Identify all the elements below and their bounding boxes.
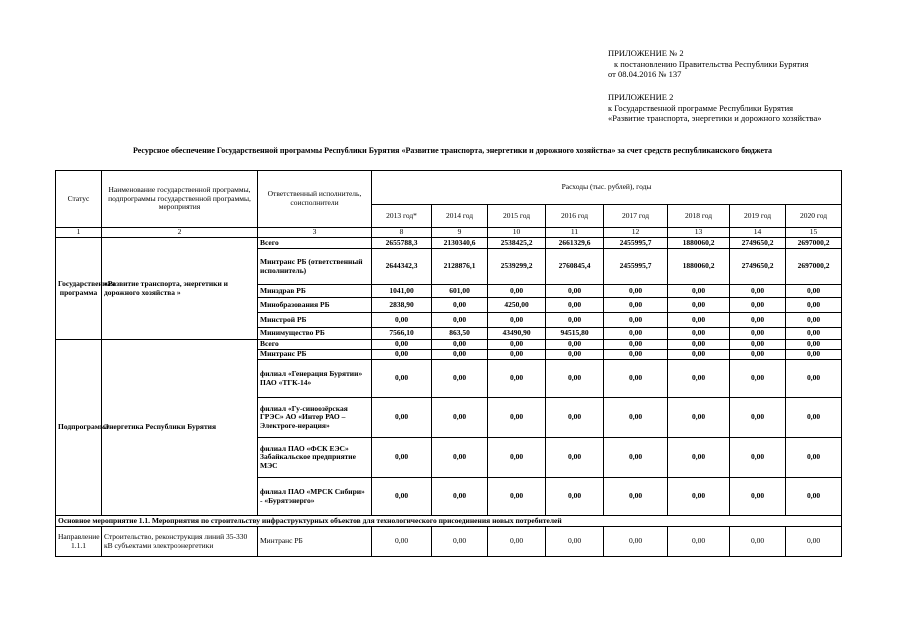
program-value: 1880060,2 bbox=[668, 249, 730, 285]
subprogram-value: 0,00 bbox=[432, 478, 488, 516]
subprogram-value: 0,00 bbox=[432, 360, 488, 398]
column-number: 8 bbox=[372, 228, 432, 238]
appendix-decree-date: от 08.04.2016 № 137 bbox=[608, 69, 682, 79]
subprogram-value: 0,00 bbox=[488, 398, 546, 438]
subprogram-executor: филиал «Генерация Бурятии» ПАО «ТГК-14» bbox=[258, 360, 372, 398]
column-number: 10 bbox=[488, 228, 546, 238]
program-value: 2760845,4 bbox=[546, 249, 604, 285]
subprogram-value: 0,00 bbox=[372, 360, 432, 398]
program-value: 2838,90 bbox=[372, 298, 432, 313]
program-executor: Минобразования РБ bbox=[258, 298, 372, 313]
program-value: 0,00 bbox=[668, 285, 730, 298]
column-number: 3 bbox=[258, 228, 372, 238]
program-value: 0,00 bbox=[730, 298, 786, 313]
document-title: Ресурсное обеспечение Государственной программы Республики Бурятия «Развитие транспорта, энергетики и дорожного хозяйства» за счет средств республиканского бюджета bbox=[132, 146, 773, 155]
column-number: 9 bbox=[432, 228, 488, 238]
program-value: 43490,90 bbox=[488, 328, 546, 340]
resource-table bbox=[55, 170, 842, 557]
subprogram-value: 0,00 bbox=[730, 340, 786, 350]
header-name: Наименование государственной программы, подпрограммы государственной программы, мероприятия bbox=[102, 171, 258, 228]
subprogram-value: 0,00 bbox=[604, 340, 668, 350]
subprogram-value: 0,00 bbox=[668, 478, 730, 516]
subprogram-value: 0,00 bbox=[432, 438, 488, 478]
subprogram-value: 0,00 bbox=[546, 438, 604, 478]
subprogram-value: 0,00 bbox=[432, 398, 488, 438]
subprogram-value: 0,00 bbox=[546, 350, 604, 360]
program-value: 1041,00 bbox=[372, 285, 432, 298]
program-value: 4250,00 bbox=[488, 298, 546, 313]
program-executor: Всего bbox=[258, 238, 372, 249]
direction-value: 0,00 bbox=[546, 527, 604, 557]
subprogram-executor: филиал «Гу-синоозёрская ГРЭС» АО «Интер РАО – Электроге-нерация» bbox=[258, 398, 372, 438]
subprogram-value: 0,00 bbox=[730, 398, 786, 438]
program-executor: Минстрой РБ bbox=[258, 313, 372, 328]
subprogram-value: 0,00 bbox=[786, 398, 842, 438]
program-value: 0,00 bbox=[488, 285, 546, 298]
direction-name: Строительство, реконструкция линий 35-330 кВ субъектами электроэнергетики bbox=[102, 527, 258, 557]
program-value: 0,00 bbox=[372, 313, 432, 328]
program-value: 2538425,2 bbox=[488, 238, 546, 249]
subprogram-value: 0,00 bbox=[546, 478, 604, 516]
program-value: 0,00 bbox=[546, 313, 604, 328]
program-value: 94515,80 bbox=[546, 328, 604, 340]
program-value: 2128876,1 bbox=[432, 249, 488, 285]
appendix-decree-number: ПРИЛОЖЕНИЕ № 2 bbox=[608, 48, 684, 58]
header-year: 2013 год* bbox=[372, 205, 432, 228]
subprogram-value: 0,00 bbox=[546, 398, 604, 438]
program-value: 0,00 bbox=[432, 298, 488, 313]
main-activity-row bbox=[56, 516, 842, 527]
program-value: 0,00 bbox=[546, 298, 604, 313]
subprogram-row bbox=[56, 340, 842, 350]
program-value: 2655788,3 bbox=[372, 238, 432, 249]
program-value: 2661329,6 bbox=[546, 238, 604, 249]
program-value: 0,00 bbox=[786, 328, 842, 340]
program-value: 0,00 bbox=[488, 313, 546, 328]
subprogram-value: 0,00 bbox=[488, 350, 546, 360]
program-value: 2644342,3 bbox=[372, 249, 432, 285]
subprogram-value: 0,00 bbox=[432, 350, 488, 360]
subprogram-value: 0,00 bbox=[730, 478, 786, 516]
subprogram-value: 0,00 bbox=[488, 360, 546, 398]
subprogram-value: 0,00 bbox=[372, 350, 432, 360]
header-year: 2020 год bbox=[786, 205, 842, 228]
column-number: 11 bbox=[546, 228, 604, 238]
header-expenses: Расходы (тыс. рублей), годы bbox=[372, 171, 842, 205]
appendix-program-name: «Развитие транспорта, энергетики и дорожного хозяйства» bbox=[608, 113, 822, 123]
program-value: 1880060,2 bbox=[668, 238, 730, 249]
subprogram-executor: Всего bbox=[258, 340, 372, 350]
subprogram-value: 0,00 bbox=[668, 360, 730, 398]
subprogram-value: 0,00 bbox=[786, 340, 842, 350]
header-year: 2017 год bbox=[604, 205, 668, 228]
subprogram-value: 0,00 bbox=[372, 438, 432, 478]
program-value: 2539299,2 bbox=[488, 249, 546, 285]
subprogram-value: 0,00 bbox=[668, 398, 730, 438]
program-executor: Минздрав РБ bbox=[258, 285, 372, 298]
subprogram-value: 0,00 bbox=[730, 350, 786, 360]
subprogram-value: 0,00 bbox=[668, 438, 730, 478]
program-value: 0,00 bbox=[786, 285, 842, 298]
direction-value: 0,00 bbox=[432, 527, 488, 557]
subprogram-value: 0,00 bbox=[604, 360, 668, 398]
program-value: 0,00 bbox=[786, 313, 842, 328]
program-value: 0,00 bbox=[668, 328, 730, 340]
header-year: 2018 год bbox=[668, 205, 730, 228]
subprogram-value: 0,00 bbox=[372, 478, 432, 516]
appendix-program-ref: к Государственной программе Республики Бурятия bbox=[608, 102, 794, 113]
program-executor: Минимущество РБ bbox=[258, 328, 372, 340]
subprogram-name: Энергетика Республики Бурятия bbox=[102, 340, 258, 516]
subprogram-value: 0,00 bbox=[488, 438, 546, 478]
column-number-row bbox=[56, 228, 842, 238]
direction-value: 0,00 bbox=[786, 527, 842, 557]
subprogram-value: 0,00 bbox=[488, 478, 546, 516]
column-number: 14 bbox=[730, 228, 786, 238]
subprogram-status: Подпрограмма bbox=[56, 340, 102, 516]
subprogram-value: 0,00 bbox=[604, 350, 668, 360]
program-value: 0,00 bbox=[668, 298, 730, 313]
header-row bbox=[56, 171, 842, 205]
program-executor: Минтранс РБ (ответственный исполнитель) bbox=[258, 249, 372, 285]
column-number: 13 bbox=[668, 228, 730, 238]
subprogram-value: 0,00 bbox=[786, 438, 842, 478]
column-number: 1 bbox=[56, 228, 102, 238]
appendix-decree-header bbox=[608, 48, 809, 80]
subprogram-value: 0,00 bbox=[730, 438, 786, 478]
direction-row bbox=[56, 527, 842, 557]
subprogram-value: 0,00 bbox=[786, 478, 842, 516]
subprogram-value: 0,00 bbox=[604, 478, 668, 516]
program-value: 2749650,2 bbox=[730, 238, 786, 249]
resource-table-body bbox=[56, 171, 842, 557]
program-row bbox=[56, 238, 842, 249]
subprogram-value: 0,00 bbox=[372, 398, 432, 438]
subprogram-value: 0,00 bbox=[786, 350, 842, 360]
subprogram-value: 0,00 bbox=[786, 360, 842, 398]
program-value: 7566,10 bbox=[372, 328, 432, 340]
program-value: 2455995,7 bbox=[604, 238, 668, 249]
subprogram-value: 0,00 bbox=[668, 340, 730, 350]
header-year: 2016 год bbox=[546, 205, 604, 228]
program-value: 2455995,7 bbox=[604, 249, 668, 285]
program-value: 0,00 bbox=[730, 313, 786, 328]
program-value: 0,00 bbox=[668, 313, 730, 328]
appendix-program-number: ПРИЛОЖЕНИЕ 2 bbox=[608, 92, 674, 102]
subprogram-value: 0,00 bbox=[432, 340, 488, 350]
direction-value: 0,00 bbox=[730, 527, 786, 557]
column-number: 2 bbox=[102, 228, 258, 238]
program-name: «Развитие транспорта, энергетики и дорожного хозяйства » bbox=[102, 238, 258, 340]
header-status: Статус bbox=[56, 171, 102, 228]
header-year: 2019 год bbox=[730, 205, 786, 228]
subprogram-value: 0,00 bbox=[546, 360, 604, 398]
direction-value: 0,00 bbox=[488, 527, 546, 557]
subprogram-executor: филиал ПАО «ФСК ЕЭС» Забайкальское предприятие МЭС bbox=[258, 438, 372, 478]
header-year: 2015 год bbox=[488, 205, 546, 228]
program-value: 0,00 bbox=[730, 285, 786, 298]
program-value: 2749650,2 bbox=[730, 249, 786, 285]
program-value: 0,00 bbox=[546, 285, 604, 298]
direction-status: Направление 1.1.1 bbox=[56, 527, 102, 557]
direction-executor: Минтранс РБ bbox=[258, 527, 372, 557]
program-value: 0,00 bbox=[786, 298, 842, 313]
subprogram-executor: Минтранс РБ bbox=[258, 350, 372, 360]
program-value: 0,00 bbox=[604, 285, 668, 298]
program-value: 0,00 bbox=[604, 298, 668, 313]
program-value: 2697000,2 bbox=[786, 249, 842, 285]
program-status: Государственная программа bbox=[56, 238, 102, 340]
program-value: 0,00 bbox=[730, 328, 786, 340]
program-value: 0,00 bbox=[604, 313, 668, 328]
program-value: 863,50 bbox=[432, 328, 488, 340]
appendix-decree-ref: к постановлению Правительства Республики Бурятия bbox=[614, 58, 809, 69]
program-value: 2130340,6 bbox=[432, 238, 488, 249]
main-activity: Основное мероприятие 1.1. Мероприятия по строительству инфраструктурных объектов для технологического присоединения новых потребителей bbox=[56, 516, 842, 527]
program-value: 601,00 bbox=[432, 285, 488, 298]
appendix-program-header bbox=[608, 92, 821, 124]
program-value: 0,00 bbox=[604, 328, 668, 340]
subprogram-value: 0,00 bbox=[604, 438, 668, 478]
direction-value: 0,00 bbox=[604, 527, 668, 557]
subprogram-value: 0,00 bbox=[546, 340, 604, 350]
subprogram-executor: филиал ПАО «МРСК Сибири» - «Бурятэнерго» bbox=[258, 478, 372, 516]
program-value: 0,00 bbox=[432, 313, 488, 328]
subprogram-value: 0,00 bbox=[372, 340, 432, 350]
header-year: 2014 год bbox=[432, 205, 488, 228]
direction-value: 0,00 bbox=[372, 527, 432, 557]
subprogram-value: 0,00 bbox=[730, 360, 786, 398]
column-number: 15 bbox=[786, 228, 842, 238]
program-value: 2697000,2 bbox=[786, 238, 842, 249]
subprogram-value: 0,00 bbox=[488, 340, 546, 350]
header-executor: Ответственный исполнитель, соисполнители bbox=[258, 171, 372, 228]
direction-value: 0,00 bbox=[668, 527, 730, 557]
subprogram-value: 0,00 bbox=[604, 398, 668, 438]
column-number: 12 bbox=[604, 228, 668, 238]
subprogram-value: 0,00 bbox=[668, 350, 730, 360]
